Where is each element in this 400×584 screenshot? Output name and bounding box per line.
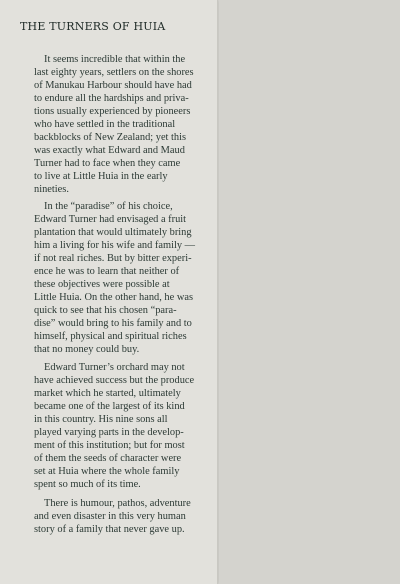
text-line: played varying parts in the develop- [34, 427, 184, 438]
text-line: these objectives were possible at [34, 279, 170, 290]
text-line: that no money could buy. [34, 344, 140, 355]
text-line: There is humour, pathos, adventure [44, 498, 191, 509]
text-line: Edward Turner’s orchard may not [44, 362, 185, 373]
text-line: Edward Turner had envisaged a fruit [34, 214, 187, 225]
text-line: became one of the largest of its kind [34, 401, 185, 412]
text-line: and even disaster in this very human [34, 511, 186, 522]
text-line: ence he was to learn that neither of [34, 266, 180, 277]
text-line: last eighty years, settlers on the shores [34, 67, 194, 78]
text-line: Little Huia. On the other hand, he was [34, 292, 193, 303]
text-line: was exactly what Edward and Maud [34, 145, 185, 156]
paragraph-2 [34, 200, 195, 356]
text-line: ment of this institution; but for most [34, 440, 185, 451]
text-line: story of a family that never gave up. [34, 524, 185, 535]
text-line: tions usually experienced by pioneers [34, 106, 191, 117]
text-line: plantation that would ultimately bring [34, 227, 192, 238]
text-line: him a living for his wife and family — [34, 240, 196, 251]
text-line: if not real riches. But by bitter experi- [34, 253, 192, 264]
text-line: nineties. [34, 184, 69, 195]
text-line: dise” would bring to his family and to [34, 318, 192, 329]
text-line: It seems incredible that within the [44, 54, 186, 65]
text-line: In the “paradise” of his choice, [44, 201, 173, 212]
text-line: of them the seeds of character were [34, 453, 182, 464]
text-line: of Manukau Harbour should have had [34, 80, 192, 91]
text-line: himself, physical and spiritual riches [34, 331, 187, 342]
text-line: set at Huia where the whole family [34, 466, 180, 477]
back-cover-panel [219, 0, 400, 584]
text-line: who have settled in the traditional [34, 119, 176, 130]
text-line: spent so much of its time. [34, 479, 141, 490]
text-line: to endure all the hardships and priva- [34, 93, 189, 104]
text-line: have achieved success but the produce [34, 375, 195, 386]
text-line: market which he started, ultimately [34, 388, 181, 399]
paragraph-3 [34, 361, 194, 491]
page-title: THE TURNERS OF HUIA [20, 20, 166, 33]
text-line: Turner had to face when they came [34, 158, 181, 169]
text-line: backblocks of New Zealand; yet this [34, 132, 187, 143]
text-line: in this country. His nine sons all [34, 414, 168, 425]
text-line: quick to see that his chosen “para- [34, 305, 177, 316]
paragraph-4 [34, 497, 191, 536]
paragraph-1 [34, 53, 194, 196]
text-line: to live at Little Huia in the early [34, 171, 168, 182]
